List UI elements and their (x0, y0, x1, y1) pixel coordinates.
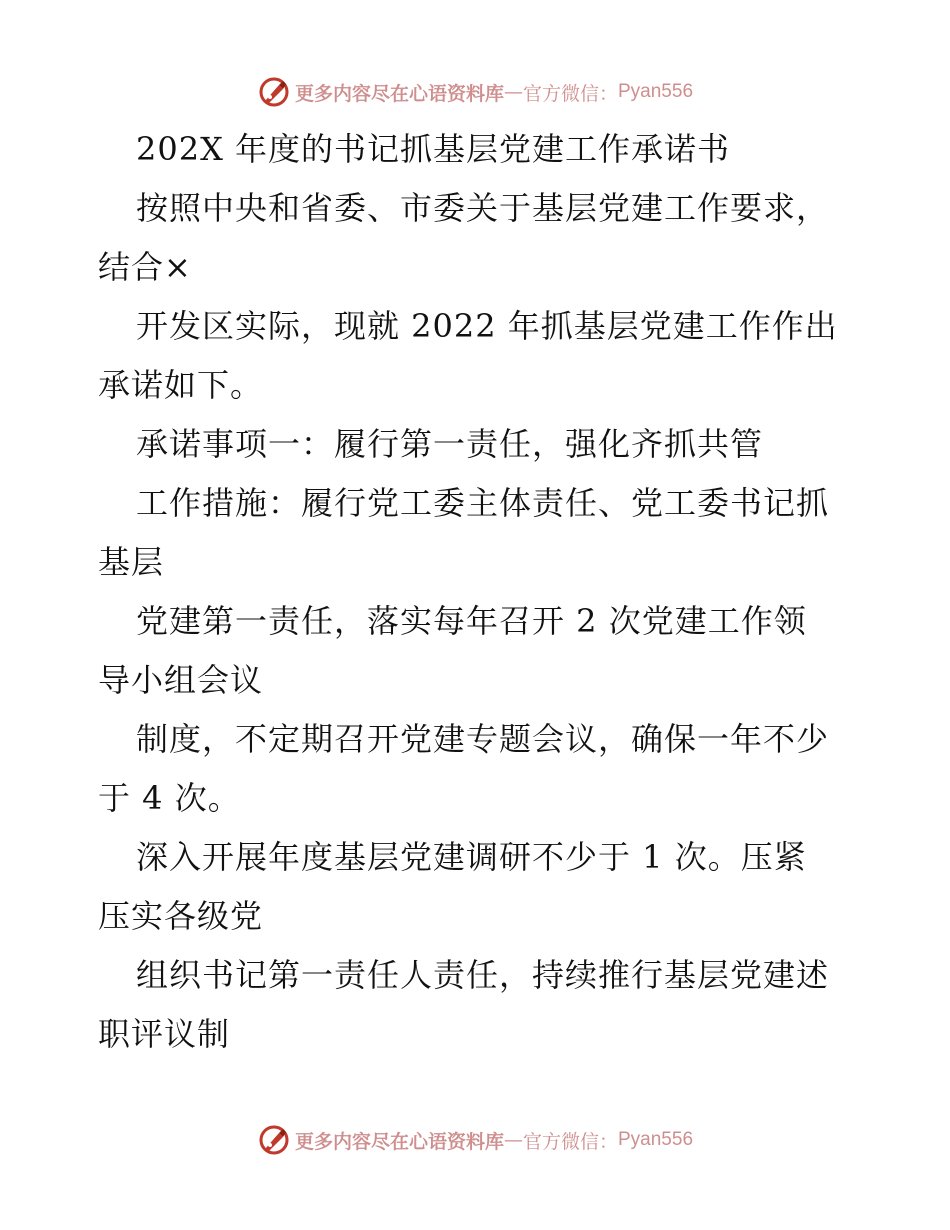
text-line: 党建第一责任，落实每年召开 2 次党建工作领 (136, 602, 807, 640)
watermark-wechat-id: Pyan556 (618, 1129, 694, 1150)
watermark-dash: — (503, 1129, 523, 1151)
text-line: 202X 年度的书记抓基层党建工作承诺书 (136, 130, 731, 168)
text-line: 按照中央和省委、市委关于基层党建工作要求， (136, 189, 830, 227)
text-line: 开发区实际，现就 2022 年抓基层党建工作作出 (136, 307, 838, 345)
footer-watermark (0, 1120, 950, 1160)
text-line: 工作措施：履行党工委主体责任、党工委书记抓 (136, 484, 830, 522)
watermark-main-text: 更多内容尽在心语资料库 (294, 82, 504, 105)
text-line: 压实各级党 (98, 897, 264, 935)
text-line: 制度，不定期召开党建专题会议，确保一年不少 (136, 720, 830, 758)
watermark-dash: — (503, 81, 523, 103)
watermark-sub-text: 官方微信： (522, 82, 618, 105)
text-line: 深入开展年度基层党建调研不少于 1 次。压紧 (136, 838, 807, 876)
text-line: 承诺如下。 (98, 366, 264, 404)
text-line: 承诺事项一：履行第一责任，强化齐抓共管 (136, 425, 764, 463)
pen-logo-icon (257, 1123, 291, 1157)
watermark-wechat-id: Pyan556 (618, 81, 694, 102)
header-watermark (0, 72, 950, 112)
text-line: 基层 (98, 543, 165, 581)
watermark-main-text: 更多内容尽在心语资料库 (294, 1130, 504, 1153)
text-line: 导小组会议 (98, 661, 264, 699)
watermark-sub-text: 官方微信： (522, 1130, 618, 1153)
text-line: 于 4 次。 (98, 779, 241, 817)
pen-logo-icon (257, 75, 291, 109)
document-body (98, 120, 858, 1064)
text-line: 结合× (98, 248, 192, 286)
text-line: 职评议制 (98, 1015, 231, 1053)
text-line: 组织书记第一责任人责任，持续推行基层党建述 (136, 956, 830, 994)
